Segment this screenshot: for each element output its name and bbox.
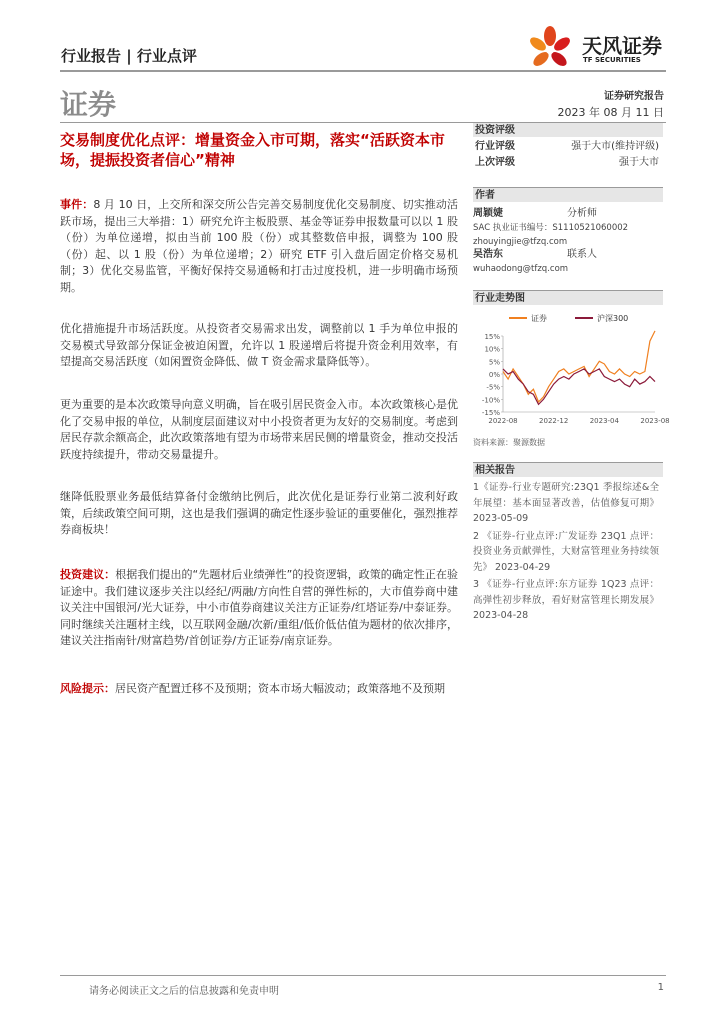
paragraph-text: 8 月 10 日，上交所和深交所公告完善交易制度优化交易制度、切实推动活跃市场，提出三大举措：1）研究允许主板股票、基金等证券申报数量可以以 1 股（份）为单位递增，拟由当前 100 股（份）或其整数倍申报，调整为 100 股（份）起、以 1 股（份）为单位递增；2）研究 ETF 引入盘后固定价格交易机制；3）优化交易监管，平衡好保持交易通畅和打击过度投机，进一步明确市场预期。 [60,198,459,294]
series-line-证券 [503,331,655,402]
x-tick-label: 2022-12 [539,417,569,425]
rating-label: 上次评级 [475,157,515,168]
logo-text-en: TF SECURITIES [583,56,641,64]
related-heading: 相关报告 [473,462,663,477]
author-cert: SAC 执业证书编号：S1110521060002 [473,223,629,233]
y-tick-label: -5% [486,383,500,392]
paragraph-lead: 事件： [60,198,94,211]
paragraph-lead: 投资建议： [60,568,116,581]
author-email[interactable]: wuhaodong@tfzq.com [473,264,569,274]
footer-disclaimer[interactable]: 请务必阅读正文之后的信息披露和免责申明 [89,986,279,997]
header-divider [60,70,666,72]
industry-name: 证券 [60,88,117,121]
paragraph-text: 根据我们提出的“先题材后业绩弹性”的投资逻辑，政策的确定性正在验证途中。我们建议逐步关注以经纪/两融/方向性自营的弹性标的，大市值券商中建议关注中国银河/光大证券，中小市值券商建议关注方正证券/红塔证券/中泰证券。同时继续关注题材主线，以互联网金融/次新/重组/低价低估值为题材的依次排序，建议关注指南针/财富趋势/首创证券/方正证券/南京证券。 [60,568,459,647]
paragraph-text: 继降低股票业务最低结算备付金缴纳比例后，此次优化是证券行业第二波利好政策，后续政策空间可期，这也是我们强调的确定性逐步验证的重要催化，强烈推荐券商板块！ [60,490,458,536]
x-tick-label: 2023-08 [640,417,670,425]
y-tick-label: 0% [488,371,500,379]
rating-row-previous [473,155,663,171]
author-1 [473,207,663,249]
author-name: 周颖婕 [473,208,503,219]
rating-label: 行业评级 [475,141,515,152]
report-type: 证券研究报告 [604,91,664,102]
logo-text-cn: 天风证券 [582,34,662,58]
related-reports-list [473,480,659,626]
x-tick-label: 2023-04 [589,417,619,425]
y-tick-label: 5% [488,358,500,367]
report-title: 交易制度优化点评：增量资金入市可期，落实“活跃资本市场，提振投资者信心”精神 [60,131,445,169]
report-date: 2023 年 08 月 11 日 [557,106,664,119]
related-report-item[interactable]: 2 《证券-行业点评:广发证券 23Q1 点评：投资业务贡献弹性，大财富管理业务持续领先》 2023-04-29 [473,530,659,573]
paragraph-risk [60,681,458,698]
related-report-item[interactable]: 3 《证券-行业点评:东方证券 1Q23 点评：高弹性初步释放，看好财富管理长期发展》 2023-04-28 [473,579,659,621]
legend-label: 沪深300 [597,314,629,323]
related-report-item[interactable]: 1《证券-行业专题研究:23Q1 季报综述&全年展望：基本面显著改善，估值修复可期》 2023-05-09 [473,482,659,524]
paragraph-investment [60,567,458,650]
rating-row-current [473,139,663,155]
industry-trend-chart [473,308,670,432]
paragraph-policy [60,397,458,463]
paragraph-text: 居民资产配置迁移不及预期；资本市场大幅波动；政策落地不及预期 [115,682,445,695]
y-tick-label: -15% [481,409,500,417]
paragraph-activity [60,321,458,371]
author-role: 联系人 [567,249,597,260]
paragraph-event [60,197,458,296]
trend-heading: 行业走势图 [473,290,663,305]
paragraph-text: 优化措施提升市场活跃度。从投资者交易需求出发，调整前以 1 手为单位申报的交易模式导致部分保证金被迫闲置，允许以 1 股递增后将提升资金利用效率，有望提高交易活跃度（如闲置资金降低、做 T 资金需求量降低等）。 [60,322,458,368]
x-tick-label: 2022-08 [488,417,518,425]
y-tick-label: 15% [484,333,500,341]
authors-heading: 作者 [473,187,663,202]
author-role: 分析师 [567,208,597,219]
author-email[interactable]: zhouyingjie@tfzq.com [473,237,568,247]
y-tick-label: -10% [481,396,500,405]
paragraph-text: 更为重要的是本次政策导向意义明确，旨在吸引居民资金入市。本次政策核心是优化了交易申报的单位，从制度层面建议对中小投资者更为友好的交易制度。考虑到居民存款余额高企，此次政策落地有望为市场带来居民侧的增量资金，推动交投活跃度持续提升，带动交易量提升。 [60,398,458,461]
report-category: 行业报告 | 行业点评 [61,47,197,65]
y-tick-label: 10% [484,345,500,354]
rating-value: 强于大市 [619,157,659,168]
author-2 [473,248,663,276]
footer-divider [60,975,666,976]
author-name: 吴浩东 [473,249,503,260]
rating-value: 强于大市(维持评级) [571,141,659,152]
chart-source: 资料来源：聚源数据 [473,438,545,447]
paragraph-catalyst [60,489,458,539]
page-number: 1 [657,982,664,993]
rating-heading: 投资评级 [473,122,663,137]
paragraph-lead: 风险提示： [60,682,115,695]
legend-label: 证券 [531,314,547,323]
